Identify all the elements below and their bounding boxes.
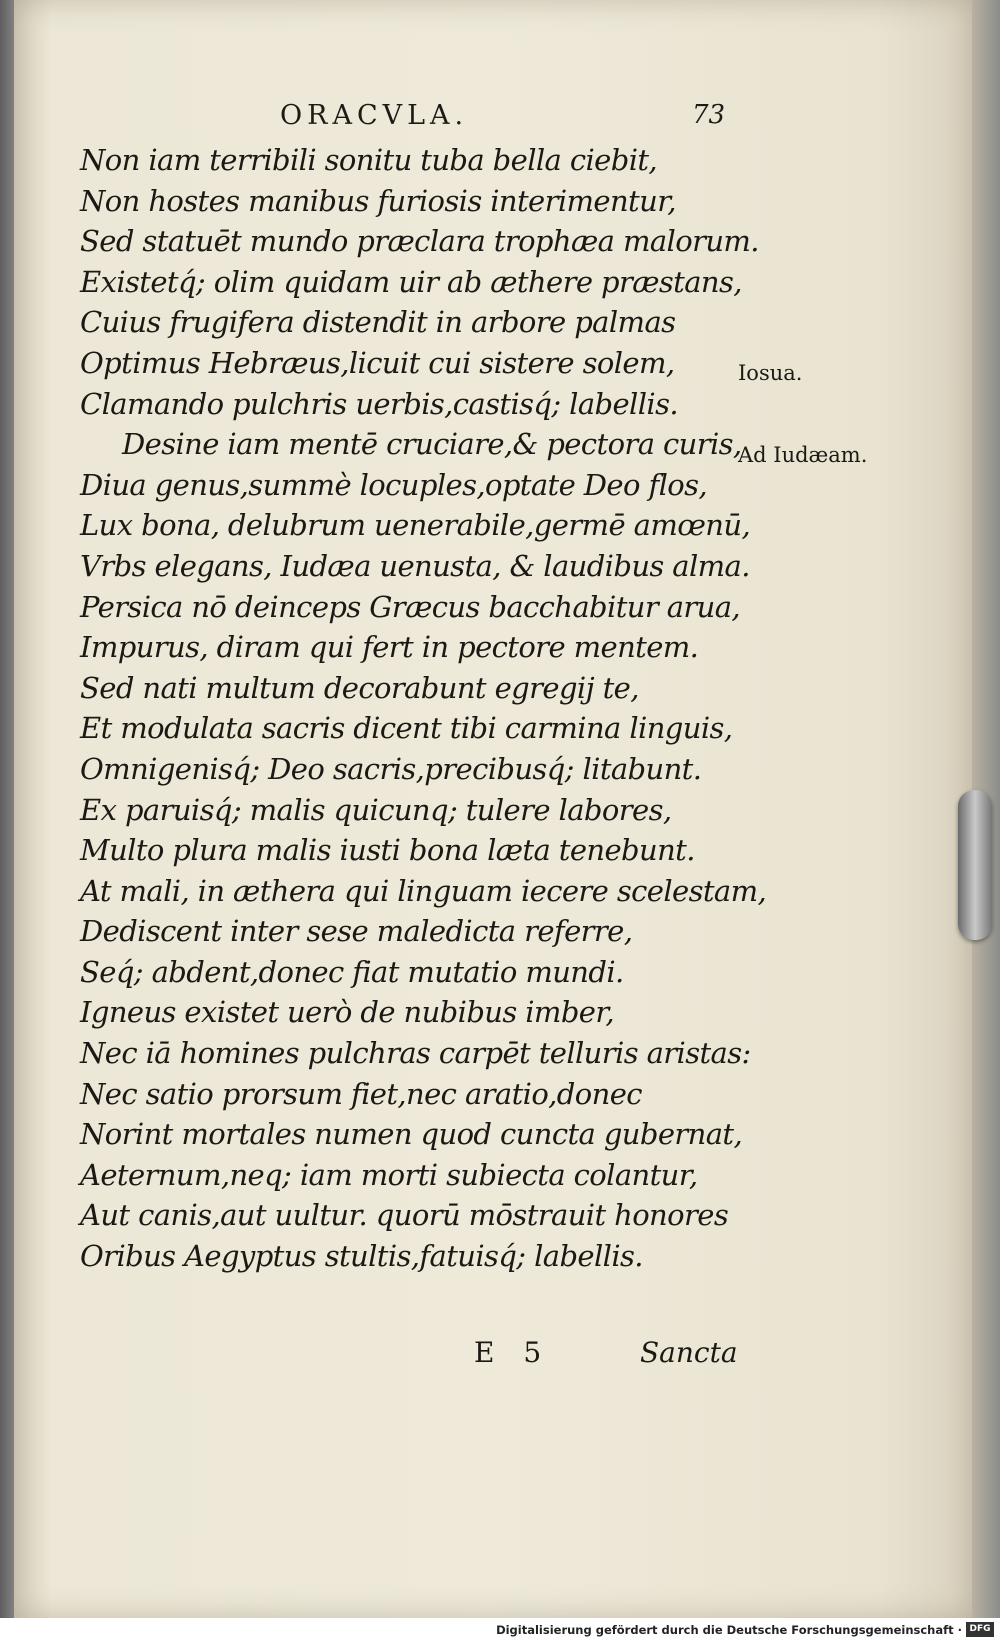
verse-line: Aeternum,neq; iam morti subiecta colantur,: [80, 1157, 698, 1192]
verse-line: Ex paruisq́; malis quicunq; tulere labores,: [80, 792, 672, 827]
verse-line: Persica nō deinceps Græcus bacchabitur arua,: [80, 589, 741, 624]
marginal-note-iosua: Iosua.: [738, 361, 803, 385]
verse-line: Sed nati multum decorabunt egregij te,: [80, 670, 639, 705]
verse-line: Optimus Hebræus,licuit cui sistere solem,: [80, 345, 675, 380]
page-clip: [958, 790, 992, 940]
verse-line: Seq́; abdent,donec fiat mutatio mundi.: [80, 954, 624, 989]
verse-line: Igneus existet uerò de nubibus imber,: [80, 995, 615, 1030]
verse-line: Diua genus,summè locuples,optate Deo flos,: [80, 467, 708, 502]
verse-line: Non iam terribili sonitu tuba bella ciebit,: [80, 143, 658, 177]
verse-line: Nec satio prorsum fiet,nec aratio,donec: [80, 1076, 642, 1111]
verse-line: Oribus Aegyptus stultis,fatuisq́; labellis.: [80, 1239, 643, 1274]
marginal-note-ad-iudaeam: Ad Iudæam.: [738, 443, 868, 467]
verse-line: Sed statuēt mundo præclara trophæa malorum.: [80, 224, 759, 259]
verse-line: Aut canis,aut uultur. quorū mōstrauit honores: [80, 1198, 729, 1233]
verse-line: Omnigenisq́; Deo sacris,precibusq́; litabunt.: [80, 751, 702, 786]
verse-line: Nec iā homines pulchras carpēt telluris aristas:: [80, 1036, 751, 1071]
verse-line: Norint mortales numen quod cuncta gubernat,: [80, 1117, 743, 1152]
verse-line: Impurus, diram qui fert in pectore mentem.: [80, 630, 699, 665]
verse-line: Non hostes manibus furiosis interimentur,: [80, 183, 676, 218]
footer-credit: Digitalisierung gefördert durch die Deutsche Forschungsgemeinschaft ·: [496, 1623, 962, 1637]
verse-line: Desine iam mentē cruciare,& pectora curis,: [122, 427, 742, 462]
verse-block: [80, 140, 767, 1277]
running-head: ORACVLA.: [280, 100, 469, 131]
dfg-logo: DFG: [966, 1622, 994, 1637]
page-number: 73: [692, 100, 726, 130]
verse-line: Dediscent inter sese maledicta referre,: [80, 914, 633, 949]
verse-line: Et modulata sacris dicent tibi carmina linguis,: [80, 711, 733, 746]
catchword: Sancta: [640, 1336, 738, 1369]
verse-line: Existetq́; olim quidam uir ab æthere præstans,: [80, 264, 742, 299]
verse-line: Multo plura malis iusti bona læta tenebunt.: [80, 833, 695, 868]
verse-line: At mali, in æthera qui linguam iecere scelestam,: [80, 873, 767, 908]
verse-line: Clamando pulchris uerbis,castisq́; labellis.: [80, 386, 678, 421]
verse-line: Lux bona, delubrum uenerabile,germē amœnū,: [80, 508, 751, 543]
signature-mark: E 5: [474, 1336, 552, 1369]
verse-line: Vrbs elegans, Iudæa uenusta, & laudibus alma.: [80, 548, 750, 583]
verse-line: Cuius frugifera distendit in arbore palmas: [80, 305, 676, 340]
